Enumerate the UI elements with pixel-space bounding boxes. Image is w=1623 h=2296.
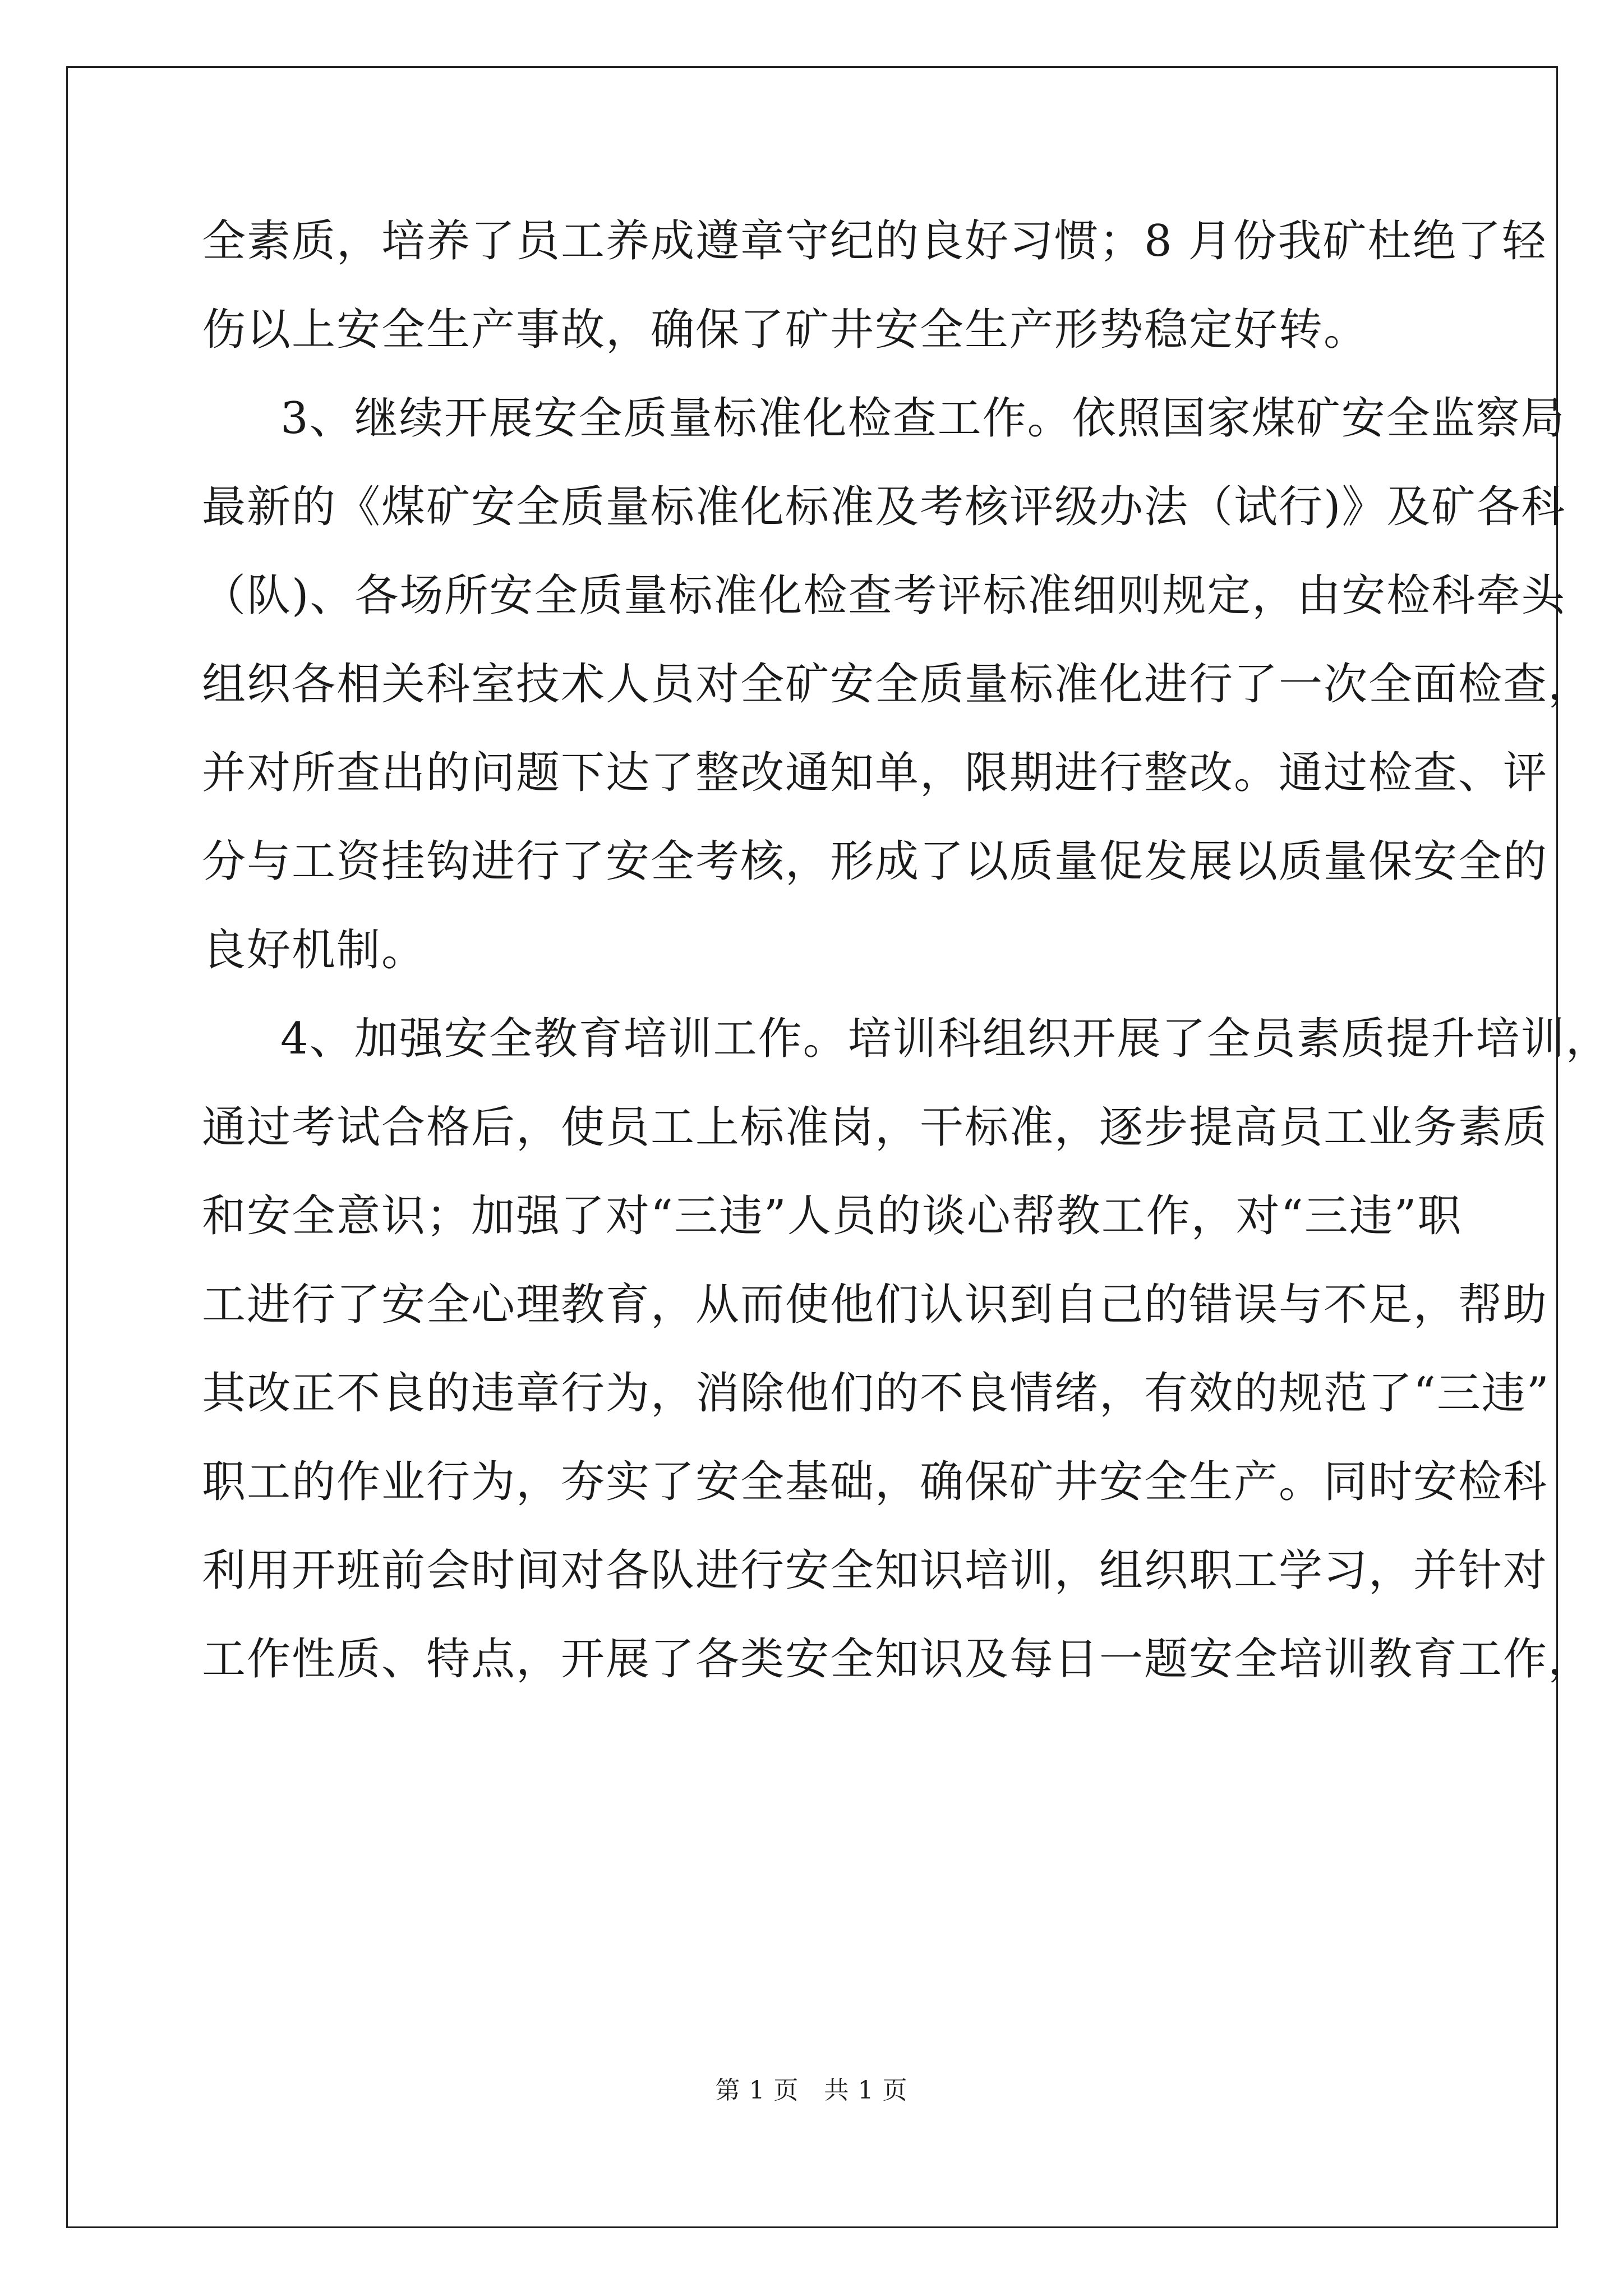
text-line: 良好机制。 [202, 925, 427, 976]
text-line: 全素质，培养了员工养成遵章守纪的良好习惯；8 月份我矿杜绝了轻 [202, 216, 1547, 266]
text-line: 工作性质、特点，开展了各类安全知识及每日一题安全培训教育工作， [202, 1634, 1593, 1685]
paragraph-3-start: 3、继续开展安全质量标准化检查工作。依照国家煤矿安全监察局 [280, 393, 1566, 444]
paragraph-4-start: 4、加强安全教育培训工作。培训科组织开展了全员素质提升培训， [280, 1014, 1611, 1064]
text-line: （队)、各场所安全质量标准化检查考评标准细则规定，由安检科牵头 [202, 570, 1566, 621]
text-line: 伤以上安全生产事故，确保了矿井安全生产形势稳定好转。 [202, 305, 1369, 355]
text-line: 工进行了安全心理教育，从而使他们认识到自己的错误与不足，帮助 [202, 1280, 1548, 1330]
text-line: 通过考试合格后，使员工上标准岗，干标准，逐步提高员工业务素质 [202, 1102, 1548, 1153]
text-line: 最新的《煤矿安全质量标准化标准及考核评级办法（试行)》及矿各科 [202, 482, 1566, 532]
page-number-footer: 第 1 页 共 1 页 [715, 2076, 908, 2105]
text-line: 利用开班前会时间对各队进行安全知识培训，组织职工学习，并针对 [202, 1545, 1548, 1596]
text-line: 其改正不良的违章行为，消除他们的不良情绪，有效的规范了“三违” [202, 1368, 1550, 1419]
text-line: 职工的作业行为，夯实了安全基础，确保矿井安全生产。同时安检科 [202, 1457, 1548, 1507]
text-line: 组织各相关科室技术人员对全矿安全质量标准化进行了一次全面检查， [202, 659, 1593, 710]
text-line: 和安全意识；加强了对“三违”人员的谈心帮教工作，对“三违”职 [202, 1191, 1463, 1241]
text-line: 分与工资挂钩进行了安全考核，形成了以质量促发展以质量保安全的 [202, 836, 1548, 887]
document-body [202, 216, 1611, 1726]
text-line: 并对所查出的问题下达了整改通知单，限期进行整改。通过检查、评 [202, 748, 1548, 798]
